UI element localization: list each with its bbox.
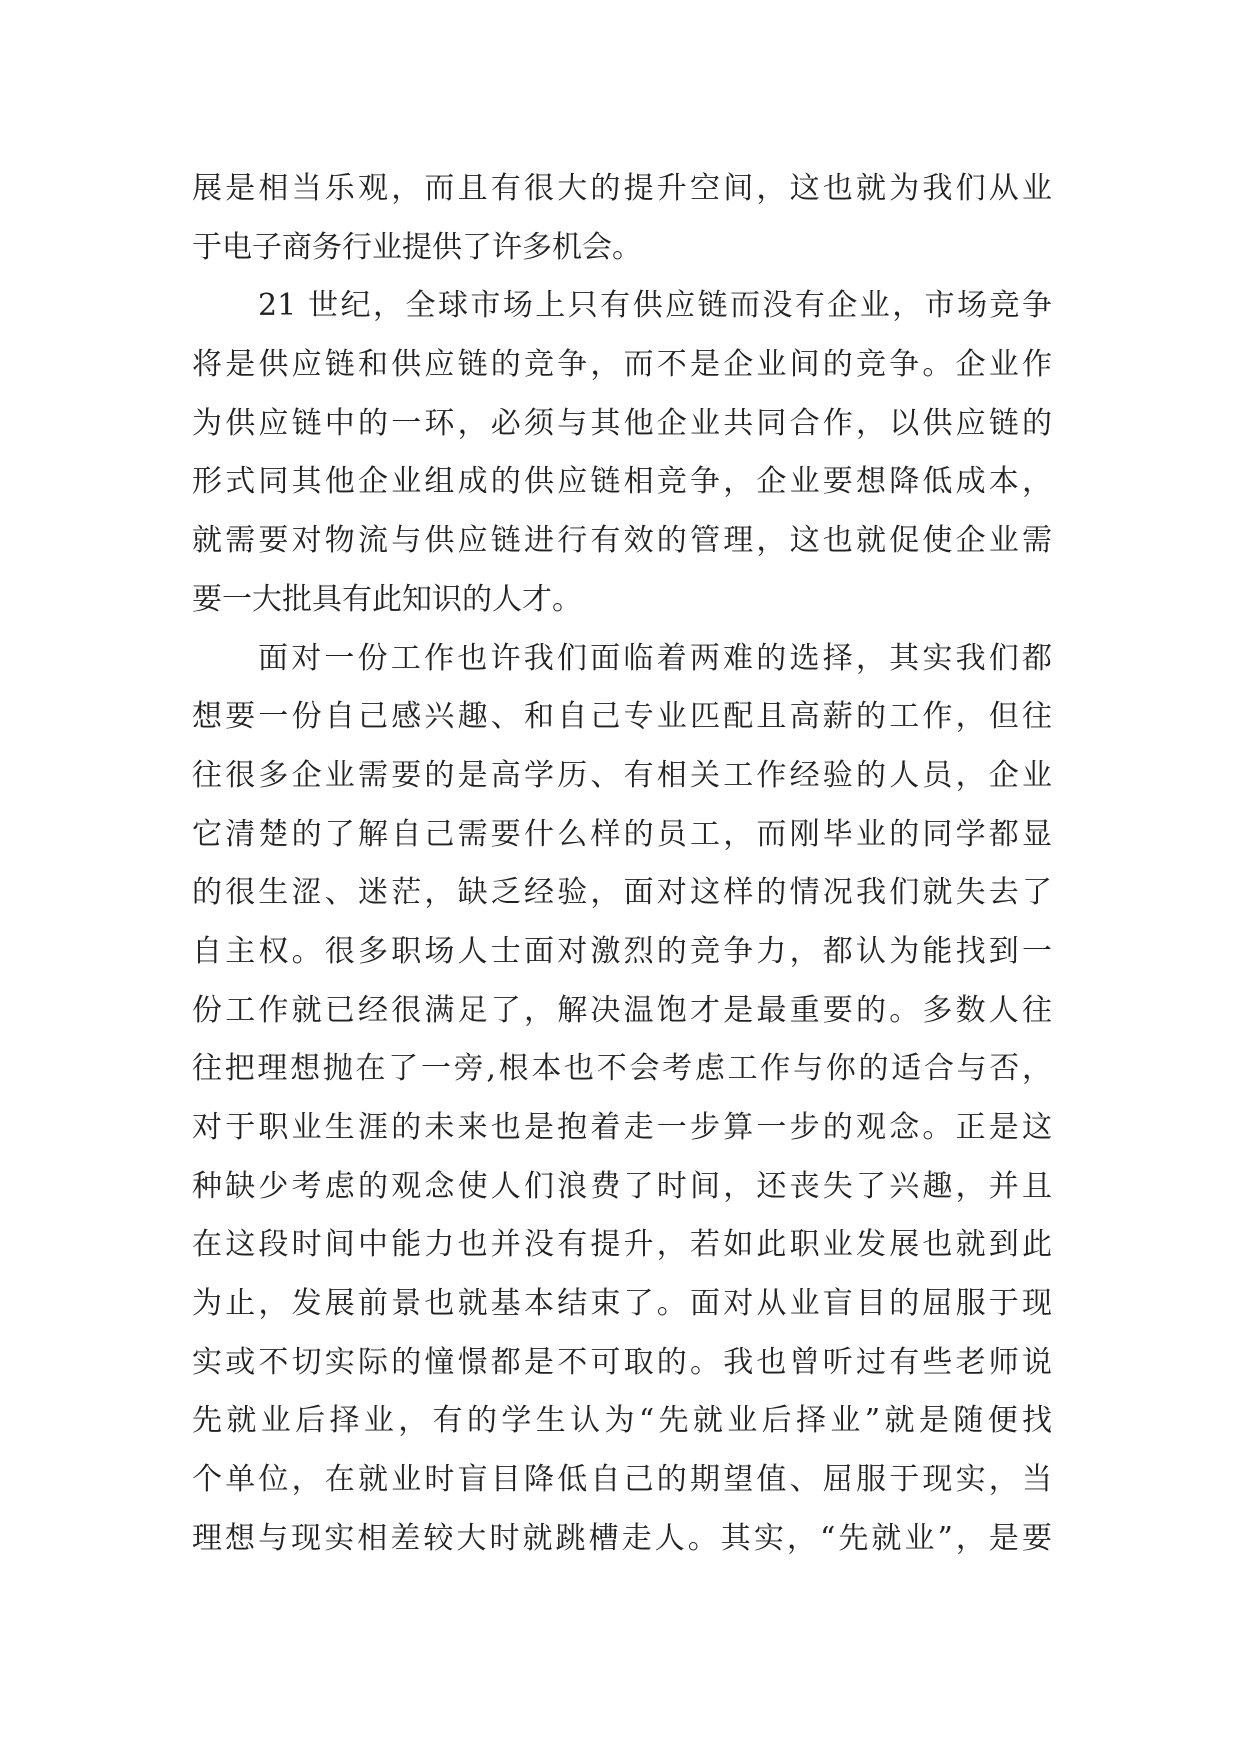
text-line: 实或不切实际的憧憬都是不可取的。我也曾听过有些老师说 [192,1344,1052,1380]
text-line: 份工作就已经很满足了，解决温饱才是最重要的。多数人往 [192,992,1052,1028]
text-line: 形式同其他企业组成的供应链相竞争，企业要想降低成本， [192,464,1052,500]
text-line: 要一大批具有此知识的人才。 [192,581,582,617]
text-line: 往把理想抛在了一旁,根本也不会考虑工作与你的适合与否， [192,1051,1052,1087]
text-line: 的很生涩、迷茫，缺乏经验，面对这样的情况我们就失去了 [192,875,1052,911]
text-line: 为止，发展前景也就基本结束了。面对从业盲目的屈服于现 [192,1286,1052,1322]
text-line: 将是供应链和供应链的竞争，而不是企业间的竞争。企业作 [192,347,1052,383]
text-line: 在这段时间中能力也并没有提升，若如此职业发展也就到此 [192,1227,1052,1263]
text-line: 往很多企业需要的是高学历、有相关工作经验的人员，企业 [192,757,1052,793]
text-line: 先就业后择业，有的学生认为“先就业后择业”就是随便找 [192,1403,1052,1439]
text-line: 对于职业生涯的未来也是抱着走一步算一步的观念。正是这 [192,1110,1052,1145]
text-line: 就需要对物流与供应链进行有效的管理，这也就促使企业需 [192,523,1052,559]
text-line: 它清楚的了解自己需要什么样的员工，而刚毕业的同学都显 [192,816,1052,852]
text-line: 于电子商务行业提供了许多机会。 [192,229,642,265]
text-line: 想要一份自己感兴趣、和自己专业匹配且高薪的工作，但往 [192,699,1052,735]
paragraph-3 [192,630,1052,1569]
text-line: 个单位，在就业时盲目降低自己的期望值、屈服于现实，当 [192,1462,1052,1498]
text-line: 自主权。很多职场人士面对激烈的竞争力，都认为能找到一 [192,933,1052,969]
text-line: 展是相当乐观，而且有很大的提升空间，这也就为我们从业 [192,171,1052,206]
text-line: 面对一份工作也许我们面临着两难的选择，其实我们都 [258,640,1052,676]
paragraph-1 [192,160,1052,277]
text-line: 种缺少考虑的观念使人们浪费了时间，还丧失了兴趣，并且 [192,1168,1052,1204]
text-line: 21 世纪，全球市场上只有供应链而没有企业，市场竞争 [258,288,1052,324]
text-line: 为供应链中的一环，必须与其他企业共同合作，以供应链的 [192,405,1052,441]
text-line: 理想与现实相差较大时就跳槽走人。其实，“先就业”，是要 [192,1520,1052,1556]
paragraph-2 [192,277,1052,629]
body-text [192,160,1052,1569]
